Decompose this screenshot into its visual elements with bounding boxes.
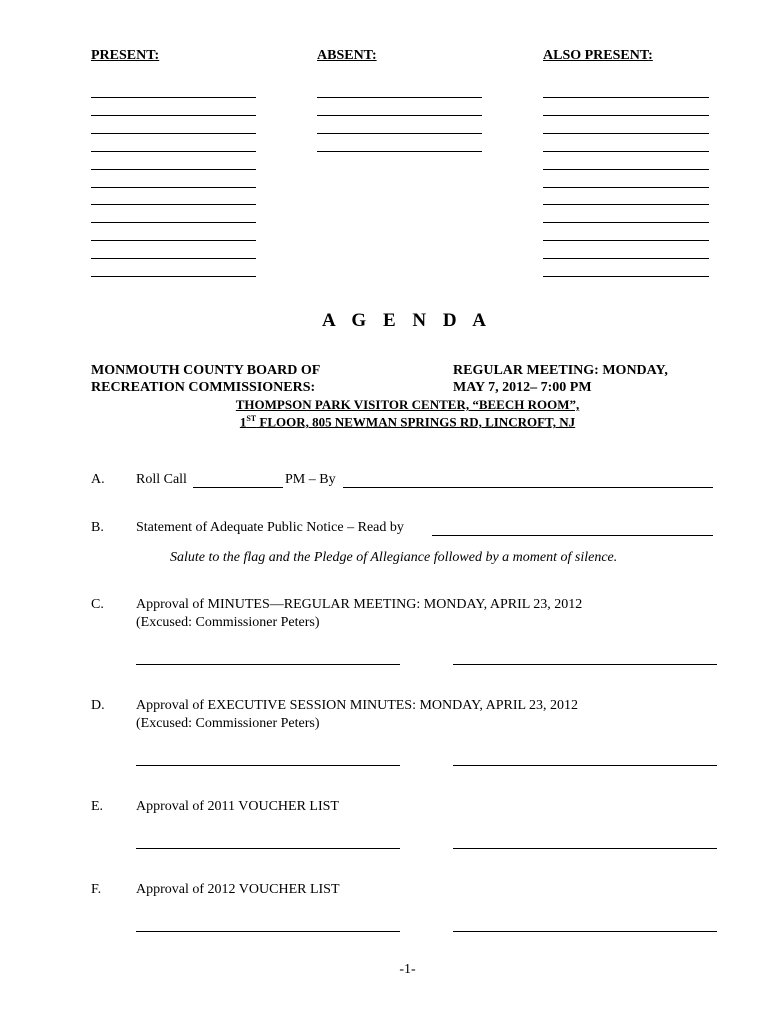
item-f-motion-blank[interactable] (136, 931, 400, 932)
item-e-second-blank[interactable] (453, 848, 717, 849)
also-present-blank-line[interactable] (543, 187, 709, 188)
floor-superscript: ST (246, 414, 257, 423)
org-name-line1: MONMOUTH COUNTY BOARD OF (91, 363, 321, 378)
present-blank-line[interactable] (91, 169, 256, 170)
present-blank-line[interactable] (91, 204, 256, 205)
present-blank-line[interactable] (91, 222, 256, 223)
item-e-motion-blank[interactable] (136, 848, 400, 849)
absent-blank-line[interactable] (317, 97, 482, 98)
item-c-letter: C. (91, 597, 104, 612)
absent-blank-line[interactable] (317, 115, 482, 116)
also-present-blank-line[interactable] (543, 204, 709, 205)
present-blank-line[interactable] (91, 151, 256, 152)
read-by-blank[interactable] (432, 535, 713, 536)
item-c-motion-blank[interactable] (136, 664, 400, 665)
item-d-letter: D. (91, 698, 105, 713)
item-d-motion-blank[interactable] (136, 765, 400, 766)
item-b-letter: B. (91, 520, 104, 535)
present-blank-line[interactable] (91, 187, 256, 188)
item-b-text: Statement of Adequate Public Notice – Read by (136, 520, 404, 535)
item-a-text-mid: PM – By (285, 472, 336, 487)
org-name-line2: RECREATION COMMISSIONERS: (91, 380, 316, 395)
location-line2: 1ST FLOOR, 805 NEWMAN SPRINGS RD, LINCROFT, NJ (239, 414, 576, 430)
present-blank-line[interactable] (91, 276, 256, 277)
also-present-blank-line[interactable] (543, 97, 709, 98)
item-f-letter: F. (91, 882, 102, 897)
meeting-line1: REGULAR MEETING: MONDAY, (453, 363, 668, 378)
present-blank-line[interactable] (91, 97, 256, 98)
also-present-blank-line[interactable] (543, 133, 709, 134)
present-header: PRESENT: (91, 48, 160, 63)
roll-call-time-blank[interactable] (193, 487, 283, 488)
meeting-line2: MAY 7, 2012– 7:00 PM (453, 380, 592, 395)
item-c-second-blank[interactable] (453, 664, 717, 665)
item-a-letter: A. (91, 472, 105, 487)
also-present-blank-line[interactable] (543, 276, 709, 277)
present-blank-line[interactable] (91, 240, 256, 241)
also-present-header: ALSO PRESENT: (543, 48, 653, 63)
location-line1: THOMPSON PARK VISITOR CENTER, “BEECH ROOM”, (235, 397, 580, 412)
also-present-blank-line[interactable] (543, 169, 709, 170)
absent-header: ABSENT: (317, 48, 377, 63)
absent-blank-line[interactable] (317, 151, 482, 152)
present-blank-line[interactable] (91, 258, 256, 259)
item-f-second-blank[interactable] (453, 931, 717, 932)
item-f-text: Approval of 2012 VOUCHER LIST (136, 882, 340, 897)
item-a-text: Roll Call (136, 472, 187, 487)
also-present-blank-line[interactable] (543, 151, 709, 152)
also-present-blank-line[interactable] (543, 222, 709, 223)
absent-blank-line[interactable] (317, 133, 482, 134)
also-present-blank-line[interactable] (543, 240, 709, 241)
item-d-second-blank[interactable] (453, 765, 717, 766)
page-number: -1- (399, 962, 416, 977)
item-d-note: (Excused: Commissioner Peters) (136, 716, 320, 731)
pledge-text: Salute to the flag and the Pledge of Allegiance followed by a moment of silence. (170, 550, 618, 565)
item-e-text: Approval of 2011 VOUCHER LIST (136, 799, 339, 814)
item-d-text: Approval of EXECUTIVE SESSION MINUTES: MONDAY, APRIL 23, 2012 (136, 698, 579, 713)
also-present-blank-line[interactable] (543, 258, 709, 259)
roll-call-by-blank[interactable] (343, 487, 713, 488)
present-blank-line[interactable] (91, 115, 256, 116)
item-c-note: (Excused: Commissioner Peters) (136, 615, 320, 630)
also-present-blank-line[interactable] (543, 115, 709, 116)
item-e-letter: E. (91, 799, 104, 814)
agenda-title: A G E N D A (322, 310, 492, 331)
item-c-text: Approval of MINUTES—REGULAR MEETING: MONDAY, APRIL 23, 2012 (136, 597, 583, 612)
present-blank-line[interactable] (91, 133, 256, 134)
